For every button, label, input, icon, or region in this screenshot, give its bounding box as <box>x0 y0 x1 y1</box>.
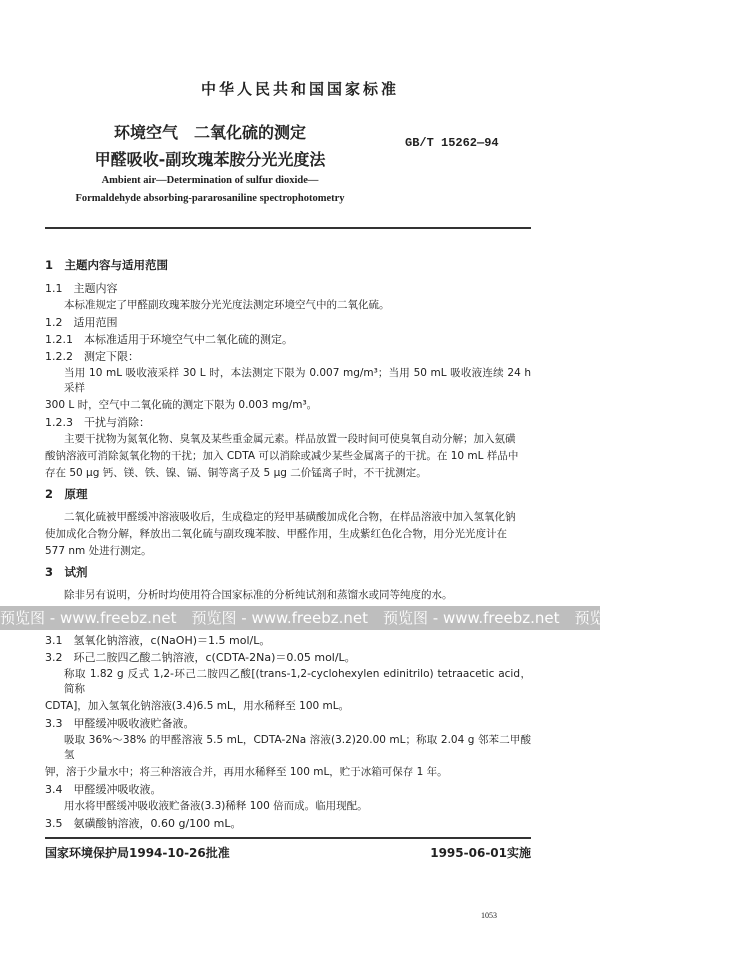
text-line: 3.4 甲醛缓冲吸收液。 <box>45 783 162 796</box>
body-lines <box>0 258 751 831</box>
issuer-heading: 中华人民共和国国家标准 <box>200 80 399 98</box>
english-title-line-2: Formaldehyde absorbing-pararosaniline spectrophotometry <box>75 193 345 204</box>
text-line: 用水将甲醛缓冲吸收液贮备液(3.3)稀释 100 倍而成。临用现配。 <box>64 800 368 812</box>
section-heading: 1 主题内容与适用范围 <box>45 258 169 272</box>
english-title-line-1: Ambient air—Determination of sulfur dioxide— <box>101 175 319 186</box>
text-line: 除非另有说明，分析时均使用符合国家标准的分析纯试剂和蒸馏水或同等纯度的水。 <box>64 589 453 601</box>
text-line: 1.2 适用范围 <box>45 316 118 329</box>
page-number: 1053 <box>481 911 497 920</box>
text-line: 1.2.3 干扰与消除： <box>45 416 150 429</box>
text-line: 3.5 氨磺酸钠溶液，0.60 g/100 mL。 <box>45 817 242 830</box>
text-line: 存在 50 μg 钙、镁、铁、镍、镉、铜等离子及 5 μg 二价锰离子时，不干扰测定。 <box>45 467 427 479</box>
text-line: 酸钠溶液可消除氮氧化物的干扰；加入 CDTA 可以消除或减少某些金属离子的干扰。在 10 mL 样品中 <box>45 450 519 462</box>
footer <box>45 845 531 861</box>
text-line: 300 L 时，空气中二氧化硫的测定下限为 0.003 mg/m³。 <box>45 399 318 411</box>
standard-number: GB/T 15262—94 <box>405 136 499 150</box>
section-heading: 2 原理 <box>45 487 88 501</box>
text-line: 3.1 氢氧化钠溶液，c(NaOH)＝1.5 mol/L。 <box>45 634 271 647</box>
text-line: 二氧化硫被甲醛缓冲溶液吸收后，生成稳定的羟甲基磺酸加成化合物，在样品溶液中加入氢氧化钠 <box>64 511 516 523</box>
text-line: 577 nm 处进行测定。 <box>45 545 152 557</box>
text-line: 当用 10 mL 吸收液采样 30 L 时，本法测定下限为 0.007 mg/m³；当用 50 mL 吸收液连续 24 h 采样 <box>64 367 531 394</box>
approval-date: 国家环境保护局1994-10-26批准 <box>45 846 230 860</box>
text-line: 3.3 甲醛缓冲吸收液贮备液。 <box>45 717 195 730</box>
implementation-date: 1995-06-01实施 <box>430 846 531 860</box>
text-line: 主要干扰物为氮氧化物、臭氧及某些重金属元素。样品放置一段时间可使臭氧自动分解；加入氨磺 <box>64 433 516 445</box>
footer-divider <box>45 837 531 839</box>
title-line-1: 环境空气 二氧化硫的测定 <box>113 123 306 142</box>
text-line: 本标准规定了甲醛副玫瑰苯胺分光光度法测定环境空气中的二氧化硫。 <box>64 299 390 311</box>
text-line: 3.2 环己二胺四乙酸二钠溶液，c(CDTA-2Na)＝0.05 mol/L。 <box>45 651 356 664</box>
text-line: CDTA]，加入氢氧化钠溶液(3.4)6.5 mL，用水稀释至 100 mL。 <box>45 700 350 712</box>
text-line: 吸取 36%～38% 的甲醛溶液 5.5 mL，CDTA-2Na 溶液(3.2)20.00 mL；称取 2.04 g 邻苯二甲酸氢 <box>64 734 531 761</box>
title-line-2: 甲醛吸收-副玫瑰苯胺分光光度法 <box>94 150 326 169</box>
text-line: 1.2.2 测定下限： <box>45 350 139 363</box>
text-line: 1.2.1 本标准适用于环境空气中二氧化硫的测定。 <box>45 333 293 346</box>
section-heading: 3 试剂 <box>45 565 88 579</box>
text-line: 称取 1.82 g 反式 1,2-环己二胺四乙酸[(trans-1,2-cyclohexylen edinitrilo) tetraacetic acid，简称 <box>64 668 531 695</box>
text-line: 钾，溶于少量水中；将三种溶液合并，再用水稀释至 100 mL，贮于冰箱可保存 1 年。 <box>45 766 448 778</box>
text-line: 使加成化合物分解，释放出二氧化硫与副玫瑰苯胺、甲醛作用，生成紫红色化合物，用分光光度计在 <box>45 528 507 540</box>
watermark-banner: 预览图 - www.freebz.net 预览图 - www.freebz.net 预览图 - www.freebz.net 预览图 - www.freebz.net <box>0 606 600 630</box>
text-line: 1.1 主题内容 <box>45 282 118 295</box>
